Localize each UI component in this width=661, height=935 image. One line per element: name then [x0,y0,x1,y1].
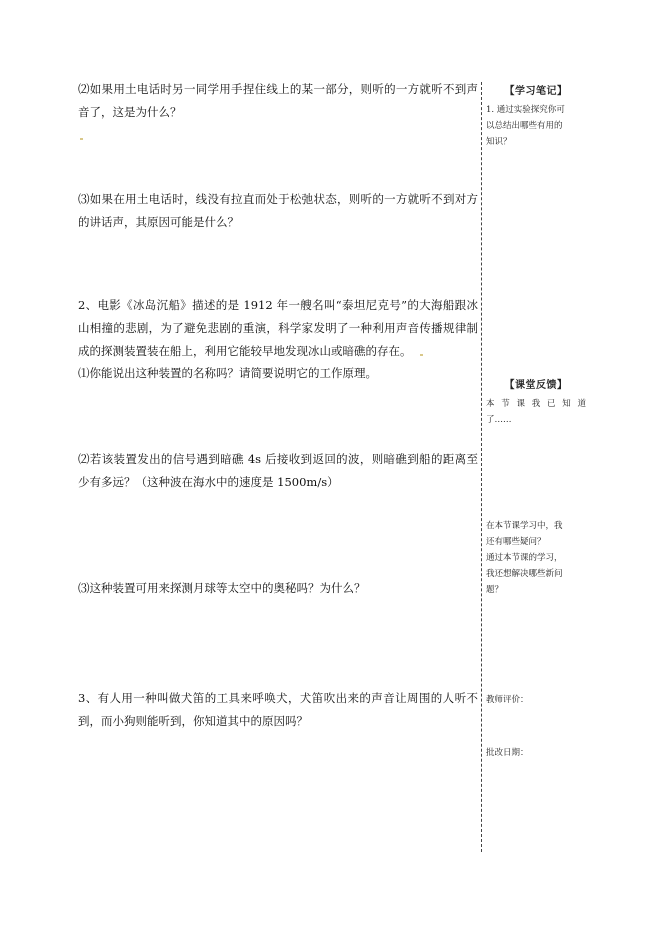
new-question-line: 题？ [486,585,504,595]
notes-section [486,84,586,150]
notes-line: 以总结出哪些有用的 [486,121,563,131]
grade-date: 批改日期： [486,748,529,758]
question-3-line2: 到，而小狗则能听到，你知道其中的原因吗？ [78,714,308,728]
feedback-section [486,378,586,428]
question-2-1: ⑴你能说出这种装置的名称吗？请简要说明它的工作原理。 [78,366,377,380]
question-2-line3: 成的探测装置装在船上，利用它能较早地发现冰山或暗礁的存在。 [78,344,412,358]
notes-line: 知识？ [486,137,512,147]
feedback-header: 【课堂反馈】 [504,380,568,391]
notes-header: 【学习笔记】 [504,86,568,97]
question-3-line1: 3、有人用一种叫做犬笛的工具来呼唤犬，犬笛吹出来的声音让周围的人听不 [78,691,478,705]
question-2-2-line2: 少有多远？（这种波在海水中的速度是 1500m/s） [78,475,339,489]
question-2-line1: 2、电影《冰岛沉船》描述的是 1912 年一艘名叫“泰坦尼克号”的大海船跟冰 [78,298,478,312]
stray-mark [80,138,83,140]
notes-line: 1. 通过实验探究你可 [486,105,565,115]
question-1-3-line1: ⑶如果在用土电话时，线没有拉直而处于松弛状态，则听的一方就听不到对方 [78,192,478,206]
doubt-line: 还有哪些疑问？ [486,537,546,547]
stray-mark [420,354,423,356]
question-1-2-line2: 音了，这是为什么？ [78,105,182,119]
doubt-line: 在本节课学习中，我 [486,521,563,531]
question-2-3: ⑶这种装置可用来探测月球等太空中的奥秘吗？为什么？ [78,581,366,595]
question-1-2-line1: ⑵如果用土电话时另一同学用手捏住线上的某一部分，则听的一方就听不到声 [78,82,478,96]
feedback-line: 本 节 课 我 已 知 道 [486,399,586,409]
doubt-section [486,518,586,598]
column-divider [481,82,482,852]
feedback-line: 了…… [486,415,512,425]
new-question-line: 通过本节课的学习， [486,553,563,563]
question-2-line2: 山相撞的悲剧，为了避免悲剧的重演，科学家发明了一种利用声音传播规律制 [78,321,478,335]
new-question-line: 我还想解决哪些新问 [486,569,563,579]
question-1-3-line2: 的讲话声，其原因可能是什么？ [78,215,239,229]
question-2-2-line1: ⑵若该装置发出的信号遇到暗礁 4s 后接收到返回的波，则暗礁到船的距离至 [78,452,478,466]
teacher-eval: 教师评价： [486,695,529,705]
